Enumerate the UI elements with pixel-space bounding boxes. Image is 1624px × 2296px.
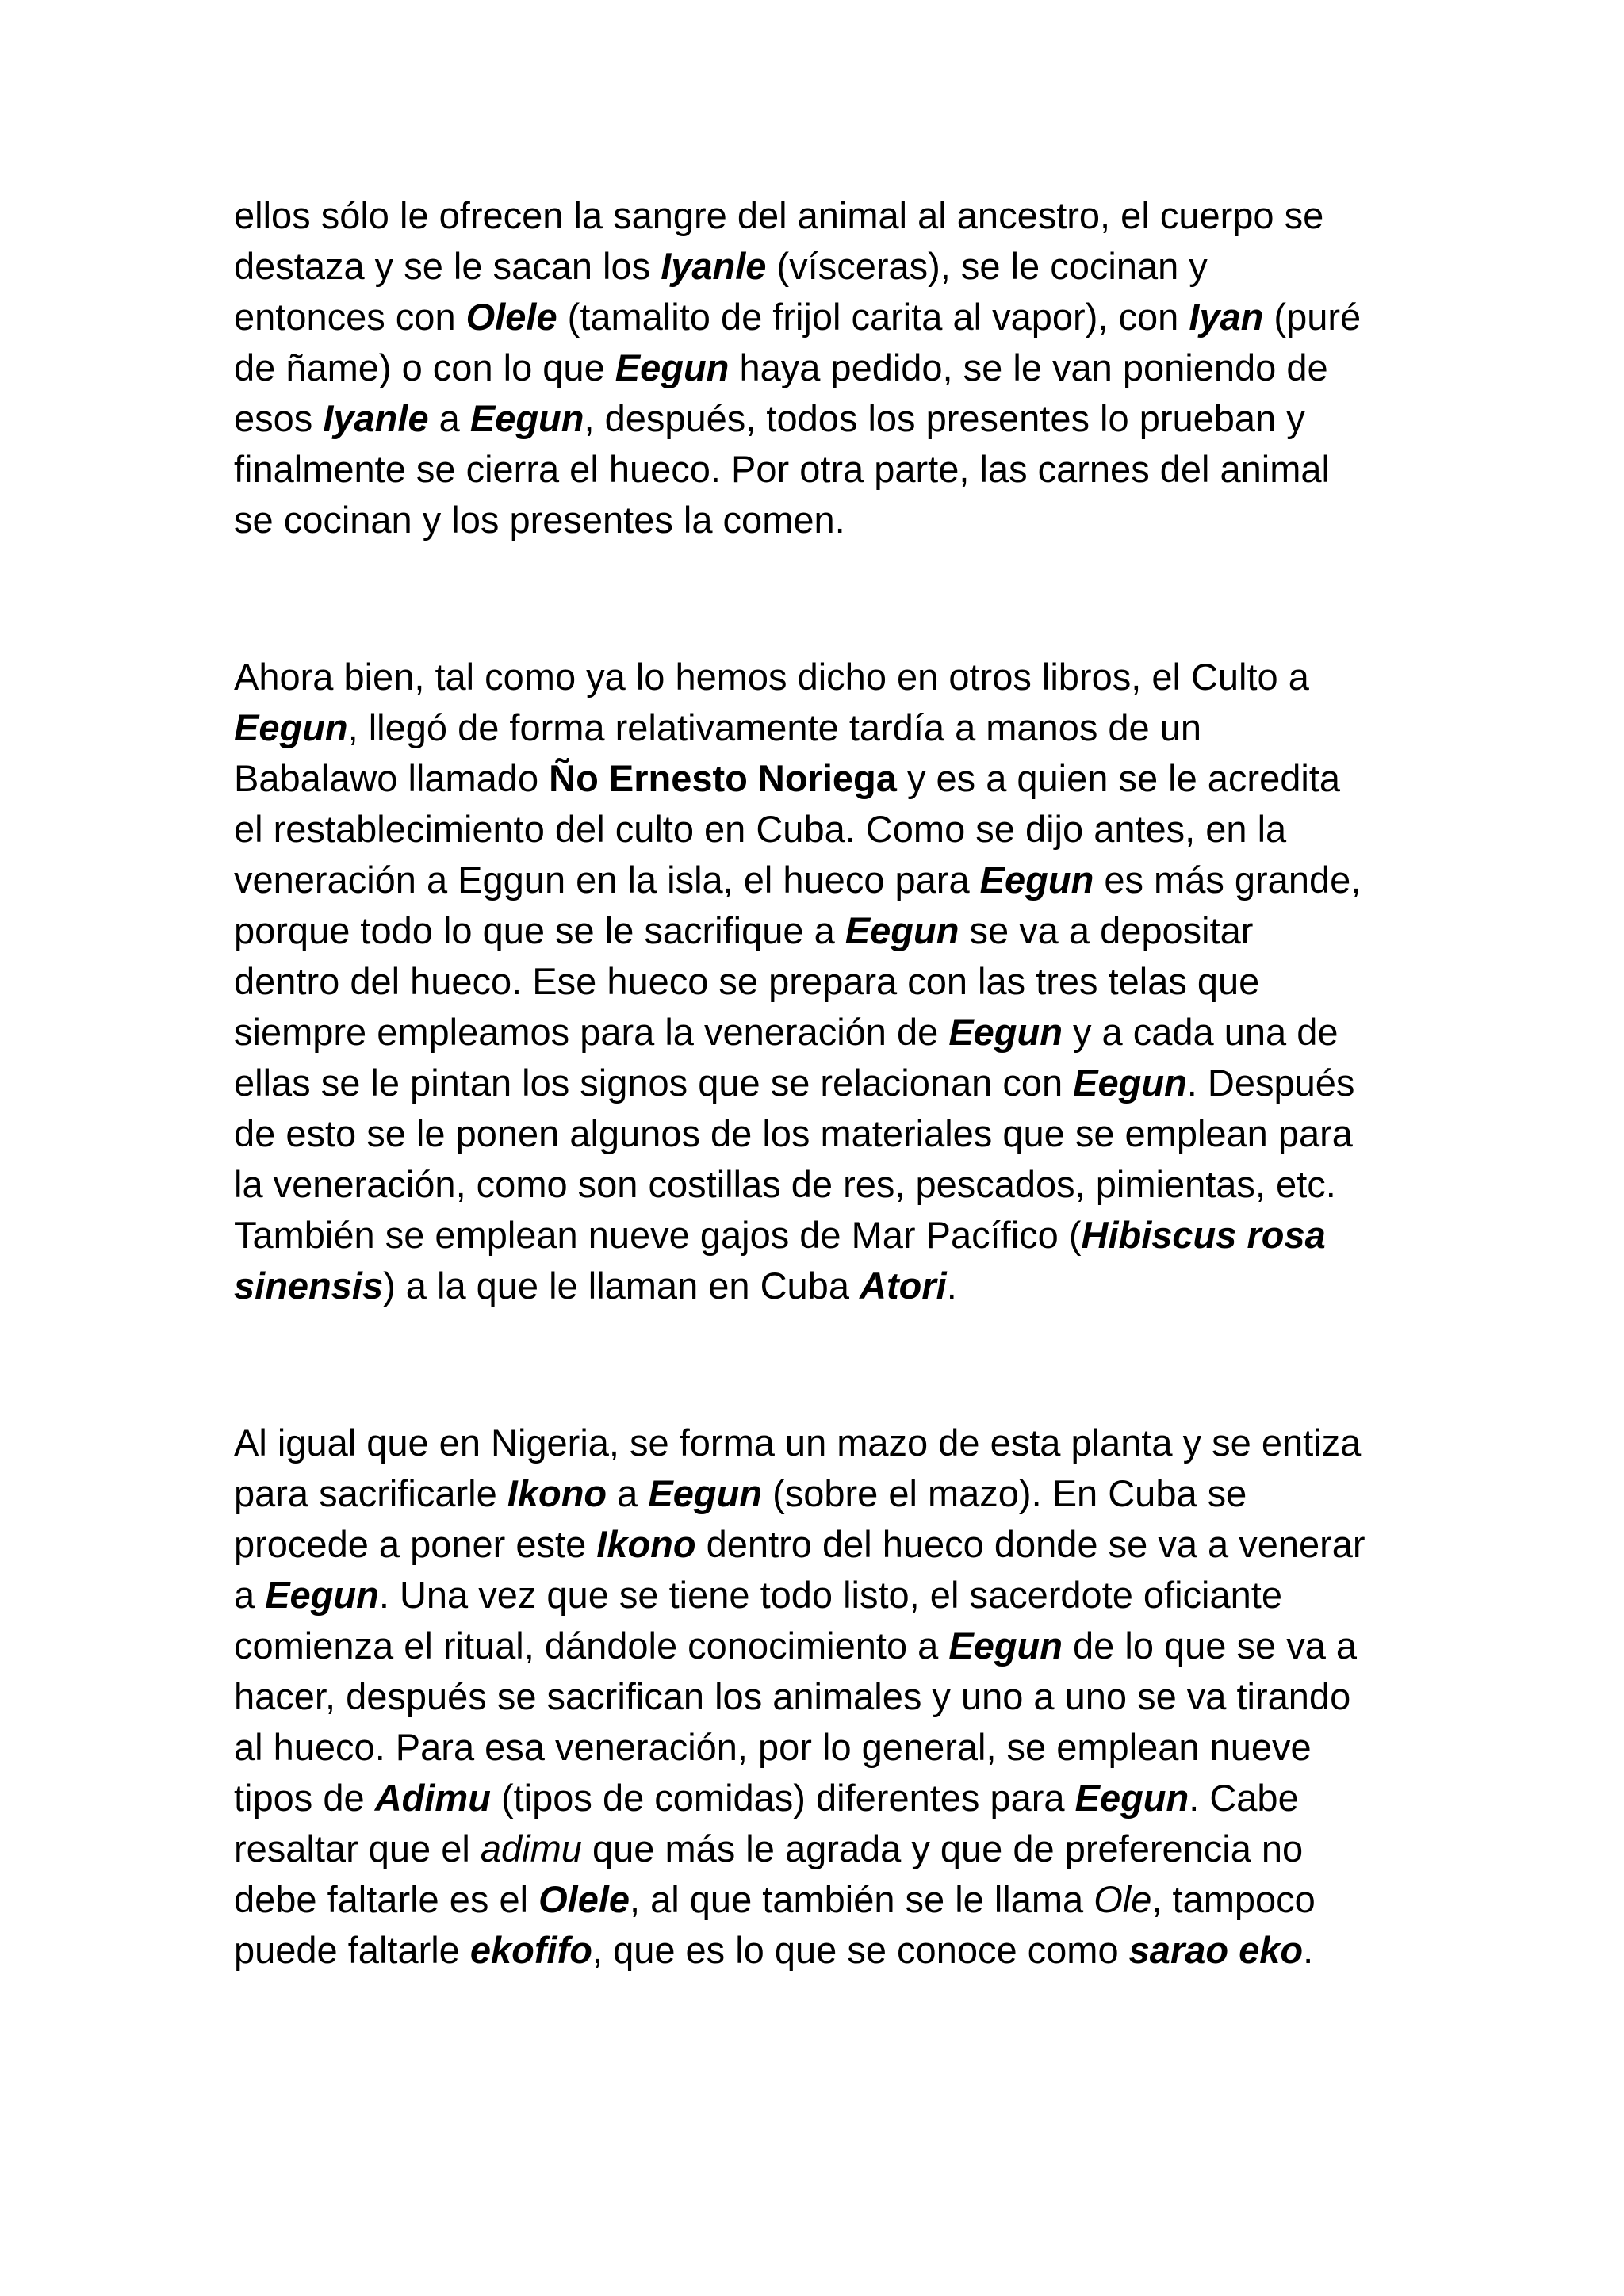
text-run: y a cada una de bbox=[1062, 1011, 1339, 1053]
text-line bbox=[234, 1570, 1423, 1621]
text-run: , tampoco bbox=[1151, 1878, 1316, 1920]
text-line bbox=[234, 1874, 1423, 1925]
emphasized-text: sinensis bbox=[234, 1265, 384, 1307]
emphasized-text: Adimu bbox=[374, 1777, 491, 1819]
text-line bbox=[234, 1108, 1423, 1159]
text-run: el restablecimiento del culto en Cuba. Como se dijo antes, en la bbox=[234, 808, 1287, 850]
text-run: También se emplean nueve gajos de Mar Pacífico ( bbox=[234, 1214, 1082, 1256]
text-run: (sobre el mazo). En Cuba se bbox=[762, 1472, 1247, 1514]
text-line bbox=[234, 652, 1423, 702]
text-run: esos bbox=[234, 397, 324, 439]
emphasized-text: Ikono bbox=[596, 1523, 696, 1565]
text-run: . Cabe bbox=[1189, 1777, 1299, 1819]
text-run: la veneración, como son costillas de res, pescados, pimientas, etc. bbox=[234, 1163, 1336, 1205]
emphasized-text: sarao eko bbox=[1128, 1929, 1304, 1971]
text-line bbox=[234, 241, 1423, 292]
paragraph bbox=[234, 190, 1423, 545]
emphasized-text: Ño Ernesto Noriega bbox=[549, 757, 897, 799]
text-run: . Después bbox=[1186, 1062, 1355, 1104]
text-run: comienza el ritual, dándole conocimiento a bbox=[234, 1624, 949, 1667]
emphasized-text: Olele bbox=[465, 296, 557, 338]
text-run: se va a depositar bbox=[959, 909, 1254, 951]
text-run: para sacrificarle bbox=[234, 1472, 508, 1514]
paragraph bbox=[234, 652, 1423, 1311]
text-run: es más grande, bbox=[1094, 859, 1362, 901]
text-run: de lo que se va a bbox=[1062, 1624, 1358, 1667]
emphasized-text: Iyan bbox=[1189, 296, 1264, 338]
emphasized-text: Eegun bbox=[469, 397, 584, 439]
text-run: . bbox=[946, 1265, 957, 1307]
text-run: , al que también se le llama bbox=[630, 1878, 1094, 1920]
text-run: porque todo lo que se le sacrifique a bbox=[234, 909, 845, 951]
emphasized-text: Eegun bbox=[1074, 1777, 1189, 1819]
text-run: Al igual que en Nigeria, se forma un mazo de esta planta y se entiza bbox=[234, 1422, 1362, 1464]
text-line bbox=[234, 1823, 1423, 1874]
text-run: debe faltarle es el bbox=[234, 1878, 539, 1920]
text-line bbox=[234, 1007, 1423, 1058]
text-line bbox=[234, 1261, 1423, 1311]
text-run: ) a la que le llaman en Cuba bbox=[383, 1265, 860, 1307]
text-line bbox=[234, 393, 1423, 444]
text-line bbox=[234, 1468, 1423, 1519]
text-line bbox=[234, 1671, 1423, 1722]
emphasized-text: Olele bbox=[538, 1878, 630, 1920]
text-line bbox=[234, 1058, 1423, 1108]
text-line bbox=[234, 444, 1423, 495]
text-run: destaza y se le sacan los bbox=[234, 245, 661, 287]
text-line bbox=[234, 342, 1423, 393]
text-run: (tipos de comidas) diferentes para bbox=[490, 1777, 1075, 1819]
text-run: de esto se le ponen algunos de los materiales que se emplean para bbox=[234, 1112, 1353, 1154]
text-run: puede faltarle bbox=[234, 1929, 470, 1971]
text-run: que más le agrada y que de preferencia no bbox=[581, 1827, 1304, 1869]
text-run: . bbox=[1303, 1929, 1314, 1971]
emphasized-text: Eegun bbox=[1073, 1062, 1187, 1104]
emphasized-text: Eegun bbox=[234, 706, 348, 748]
text-line bbox=[234, 905, 1423, 956]
text-run: , llegó de forma relativamente tardía a manos de un bbox=[347, 706, 1202, 748]
text-run: siempre empleamos para la veneración de bbox=[234, 1011, 949, 1053]
text-run: al hueco. Para esa veneración, por lo general, se emplean nueve bbox=[234, 1726, 1312, 1768]
text-line bbox=[234, 1210, 1423, 1261]
text-line bbox=[234, 855, 1423, 905]
emphasized-text: Atori bbox=[860, 1265, 947, 1307]
text-run: dentro del hueco. Ese hueco se prepara con las tres telas que bbox=[234, 960, 1260, 1002]
emphasized-text: Eegun bbox=[845, 909, 959, 951]
emphasized-text: Eegun bbox=[648, 1472, 763, 1514]
emphasized-text: Eegun bbox=[948, 1011, 1063, 1053]
emphasized-text: Eegun bbox=[979, 859, 1094, 901]
text-run: a bbox=[234, 1574, 266, 1616]
text-run: tipos de bbox=[234, 1777, 375, 1819]
text-run: entonces con bbox=[234, 296, 466, 338]
text-run: , que es lo que se conoce como bbox=[592, 1929, 1129, 1971]
text-run: hacer, después se sacrifican los animales y uno a uno se va tirando bbox=[234, 1675, 1351, 1717]
text-run: . Una vez que se tiene todo listo, el sacerdote oficiante bbox=[378, 1574, 1282, 1616]
text-run: a bbox=[428, 397, 470, 439]
paragraph bbox=[234, 1418, 1423, 1976]
emphasized-text: Hibiscus rosa bbox=[1081, 1214, 1326, 1256]
text-line bbox=[234, 753, 1423, 804]
text-line bbox=[234, 495, 1423, 545]
emphasized-text: Ole bbox=[1094, 1878, 1152, 1920]
text-line bbox=[234, 1159, 1423, 1210]
text-line bbox=[234, 1773, 1423, 1823]
text-line bbox=[234, 1418, 1423, 1468]
text-run: haya pedido, se le van poniendo de bbox=[729, 346, 1328, 388]
text-run: (vísceras), se le cocinan y bbox=[766, 245, 1208, 287]
text-run: veneración a Eggun en la isla, el hueco para bbox=[234, 859, 980, 901]
text-line bbox=[234, 292, 1423, 342]
text-run: finalmente se cierra el hueco. Por otra parte, las carnes del animal bbox=[234, 448, 1330, 490]
text-run: se cocinan y los presentes la comen. bbox=[234, 499, 845, 541]
emphasized-text: adimu bbox=[480, 1827, 582, 1869]
text-run: dentro del hueco donde se va a venerar bbox=[695, 1523, 1365, 1565]
text-run: ellos sólo le ofrecen la sangre del animal al ancestro, el cuerpo se bbox=[234, 194, 1324, 236]
emphasized-text: ekofifo bbox=[469, 1929, 592, 1971]
text-line bbox=[234, 1621, 1423, 1671]
text-line bbox=[234, 190, 1423, 241]
text-run: resaltar que el bbox=[234, 1827, 481, 1869]
emphasized-text: Eegun bbox=[615, 346, 730, 388]
text-run: Babalawo llamado bbox=[234, 757, 550, 799]
emphasized-text: Iyanle bbox=[323, 397, 429, 439]
emphasized-text: Iyanle bbox=[661, 245, 767, 287]
text-line bbox=[234, 702, 1423, 753]
text-run: y es a quien se le acredita bbox=[896, 757, 1341, 799]
emphasized-text: Ikono bbox=[507, 1472, 607, 1514]
text-run: Ahora bien, tal como ya lo hemos dicho en otros libros, el Culto a bbox=[234, 656, 1309, 698]
text-run: ellas se le pintan los signos que se relacionan con bbox=[234, 1062, 1074, 1104]
text-run: de ñame) o con lo que bbox=[234, 346, 615, 388]
text-line bbox=[234, 804, 1423, 855]
text-run: procede a poner este bbox=[234, 1523, 597, 1565]
text-line bbox=[234, 1519, 1423, 1570]
emphasized-text: Eegun bbox=[265, 1574, 379, 1616]
emphasized-text: Eegun bbox=[948, 1624, 1063, 1667]
text-line bbox=[234, 1925, 1423, 1976]
text-line bbox=[234, 1722, 1423, 1773]
text-run: (tamalito de frijol carita al vapor), con bbox=[557, 296, 1189, 338]
text-run: (puré bbox=[1263, 296, 1362, 338]
text-run: a bbox=[607, 1472, 649, 1514]
text-run: , después, todos los presentes lo prueban y bbox=[584, 397, 1305, 439]
text-line bbox=[234, 956, 1423, 1007]
